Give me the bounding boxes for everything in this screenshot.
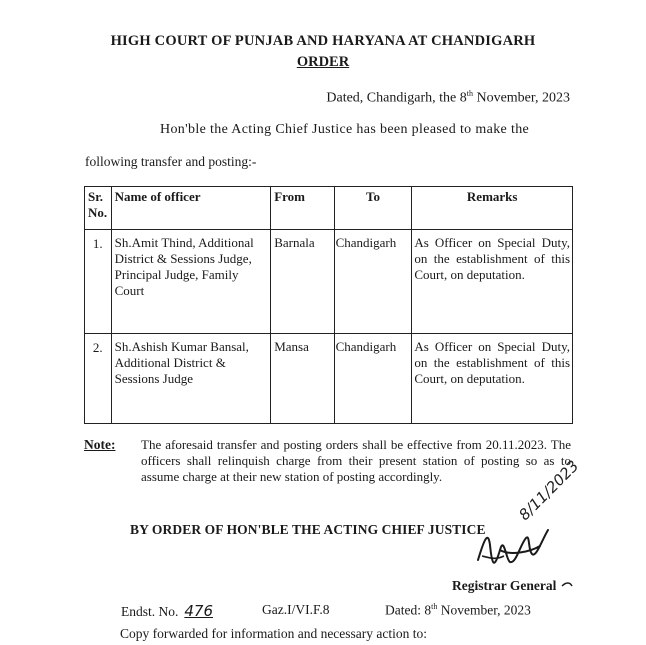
intro-line-2: following transfer and posting:-: [85, 154, 257, 169]
row-from: Barnala: [271, 230, 334, 334]
intro-line-1: Hon'ble the Acting Chief Justice has been pleased to make the: [160, 122, 530, 137]
row-officer-name: Sh.Ashish Kumar Bansal, Additional District & Sessions Judge: [111, 334, 271, 424]
note-text: The aforesaid transfer and posting orders shall be effective from 20.11.2023. The officers shall relinquish charge from their present station of posting so as to assume charge at their new station of posting accordingly.: [141, 437, 571, 484]
court-name-heading: HIGH COURT OF PUNJAB AND HARYANA AT CHANDIGARH: [110, 33, 536, 49]
table-row: [85, 334, 573, 424]
header-sr-no: Sr. No.: [85, 187, 112, 230]
row-remarks-main: As Officer on Special Duty, on the establishment of this: [414, 339, 570, 370]
endorsement-handwritten-number: 476: [184, 602, 214, 620]
row-remarks: [412, 334, 573, 424]
copy-forwarded-line: Copy forwarded for information and necessary action to:: [120, 626, 428, 641]
signature-date: 8/11/2023: [515, 456, 583, 524]
header-name: Name of officer: [111, 187, 271, 230]
endorsement-date: [385, 602, 531, 619]
row-remarks-last: Court, on deputation.: [414, 267, 525, 282]
row-to: Chandigarh: [334, 334, 412, 424]
row-sr: 2.: [85, 334, 112, 424]
transfer-table: [84, 186, 573, 424]
header-from: From: [271, 187, 334, 230]
order-date: [326, 89, 570, 107]
header-to: To: [334, 187, 412, 230]
order-date-suffix: November, 2023: [472, 90, 570, 106]
table-row: [85, 230, 573, 334]
by-order-line: BY ORDER OF HON'BLE THE ACTING CHIEF JUSTICE: [130, 522, 486, 537]
row-remarks: [412, 230, 573, 334]
note-label: Note:: [84, 437, 116, 452]
row-remarks-last: Court, on deputation.: [414, 371, 525, 386]
order-date-prefix: Dated, Chandigarh, the 8: [326, 90, 467, 106]
order-date-sup: th: [466, 89, 473, 98]
endorsement-date-suffix: November, 2023: [437, 602, 531, 618]
row-remarks-main: As Officer on Special Duty, on the establishment of this: [414, 235, 570, 266]
row-to: Chandigarh: [334, 230, 412, 334]
registrar-general-label: Registrar General: [452, 578, 557, 593]
endorsement-number: [121, 602, 219, 620]
endorsement-date-prefix: Dated: 8: [385, 602, 432, 618]
header-remarks: Remarks: [412, 187, 573, 230]
order-title: ORDER: [296, 54, 350, 70]
row-sr: 1.: [85, 230, 112, 334]
row-officer-name: Sh.Amit Thind, Additional District & Sessions Judge, Principal Judge, Family Court: [111, 230, 271, 334]
endorsement-prefix: Endst. No.: [121, 604, 179, 619]
endorsement-reference: Gaz.I/VI.F.8: [262, 602, 330, 617]
table-header-row: [85, 187, 573, 230]
row-from: Mansa: [271, 334, 334, 424]
endorsement-date-sup: th: [431, 602, 438, 611]
